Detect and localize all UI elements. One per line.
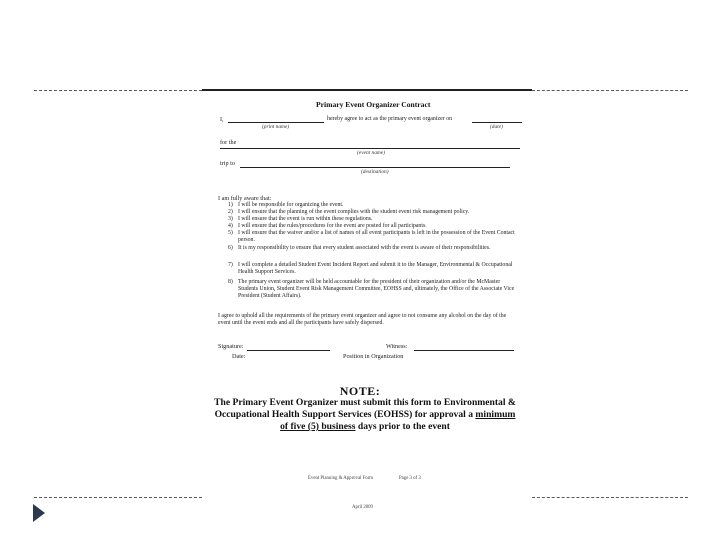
list-item — [228, 209, 520, 216]
uphold-paragraph: I agree to uphold all the requirements of the primary event organizer and agree to not consume any alcohol on the day of the event until the event ends and all the participants have safely dispersed. — [218, 313, 507, 326]
list-item — [228, 279, 520, 300]
list-item-text: It is my responsibility to ensure that every student associated with the event is aware of their responsibilities. — [238, 245, 491, 251]
signature-line[interactable] — [247, 350, 330, 351]
list-item-number: 2) — [228, 209, 233, 215]
position-label: Position in Organization — [343, 353, 404, 360]
list-item — [228, 202, 520, 209]
date-label: Date: — [232, 353, 246, 360]
witness-line[interactable] — [414, 350, 514, 351]
for-label: for the — [220, 139, 237, 146]
list-item-text: I will ensure that the rules/procedures for the event are posted for all participants. — [238, 223, 427, 229]
note-line-3: days prior to the event — [357, 421, 450, 432]
list-item-text: I will ensure that the event is run within these regulations. — [238, 216, 373, 222]
document-title: Primary Event Organizer Contract — [316, 100, 431, 109]
list-item — [228, 223, 520, 230]
list-item-text: The primary event organizer will be held accountable for the president of their organization and/or the McMaster Students Union, Student Event Risk Management Committee, EOHSS and, ultimately, the Office of the Associate Vice President (Student Affairs). — [238, 279, 515, 299]
list-item-number: 8) — [228, 279, 233, 285]
note-line-1: The Primary Event Organizer must submit this form to Environmental & — [214, 397, 516, 408]
list-item — [228, 216, 520, 223]
list-item-text: I will ensure that the planning of the event complies with the student event risk management policy. — [238, 209, 470, 215]
agreement-text: hereby agree to act as the primary event organizer on — [327, 116, 453, 122]
note-line-2: Occupational Health Support Services (EOHSS) for approval a — [214, 409, 474, 420]
note-five-business: of five (5) business — [280, 421, 356, 432]
list-item-number: 7) — [228, 262, 233, 268]
list-item-number: 6) — [228, 245, 233, 251]
footer-form-name: Event Planning & Approval Form — [308, 476, 374, 481]
event-name-line[interactable] — [220, 148, 520, 149]
footer-date: April 2009 — [352, 505, 373, 510]
witness-label: Witness: — [386, 343, 408, 350]
destination-caption: (destination) — [361, 169, 389, 175]
list-item-number: 5) — [228, 230, 233, 236]
footer-page: Page 3 of 3 — [399, 476, 421, 481]
event-name-caption: (event name) — [357, 150, 385, 156]
print-name-line[interactable] — [228, 122, 324, 123]
agreement-prefix: I, — [220, 116, 224, 123]
note-heading: NOTE: — [339, 384, 381, 398]
list-item-number: 1) — [228, 202, 233, 208]
trip-label: trip to — [220, 160, 235, 167]
list-item-number: 4) — [228, 223, 233, 229]
note-body — [204, 397, 526, 433]
signature-label: Signature: — [218, 343, 244, 350]
date-line[interactable] — [472, 122, 522, 123]
print-name-caption: (print name) — [262, 124, 290, 130]
list-item-text: I will be responsible for organizing the event. — [238, 202, 344, 208]
aware-intro: I am fully aware that: — [218, 195, 272, 202]
list-item — [228, 262, 520, 276]
destination-line[interactable] — [240, 167, 510, 168]
list-item — [228, 230, 520, 244]
date-caption: (date) — [490, 124, 503, 130]
note-minimum: minimum — [475, 409, 516, 420]
list-item-text: I will complete a detailed Student Event Incident Report and submit it to the Manager, Environmental & Occupational Health Support Services. — [238, 262, 513, 275]
list-item-text: I will ensure that the waiver and/or a list of names of all event participants is left in the possession of the Event Contact person. — [238, 230, 515, 243]
list-item — [228, 245, 520, 252]
list-item-number: 3) — [228, 216, 233, 222]
